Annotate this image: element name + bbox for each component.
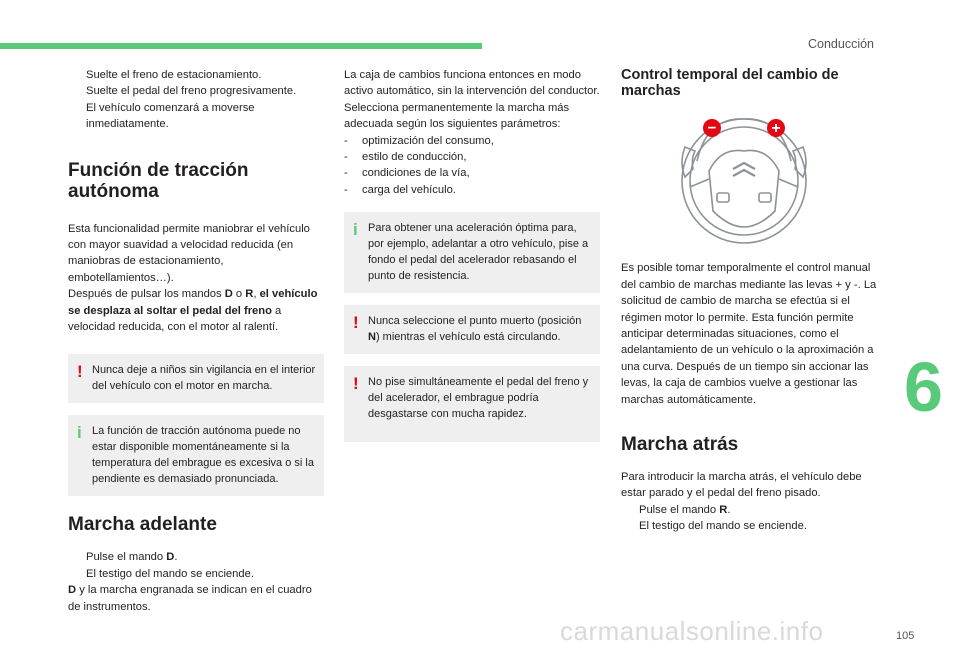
paragraph: Para introducir la marcha atrás, el vehículo debe estar parado y el pedal del freno pisado. <box>621 471 862 500</box>
warning-text: No pise simultáneamente el pedal del freno y del acelerador, el embrague podría desgastarse con mucha rapidez. <box>368 376 589 421</box>
list-item-text: optimización del consumo, <box>362 134 494 147</box>
text-run: a velocidad reducida, con el motor al ralentí. <box>68 304 282 334</box>
warning-box <box>68 354 324 403</box>
text-run: D <box>166 551 175 564</box>
text-run: Nunca seleccione el punto muerto (posición <box>368 315 582 328</box>
warning-box <box>344 305 600 354</box>
text-run: Pulse el mando <box>86 551 167 564</box>
info-box <box>68 415 324 496</box>
wheel-rim-outer <box>682 119 806 243</box>
section-title: Conducción <box>807 37 874 51</box>
heading-control: Control temporal del cambio de marchas <box>621 67 839 99</box>
list-item <box>344 182 600 198</box>
text-run: D <box>224 288 233 301</box>
wheel-button-right <box>759 193 771 202</box>
list-item <box>68 83 324 99</box>
list-item-text: condiciones de la vía, <box>362 167 470 180</box>
list-item-text: Suelte el pedal del freno progresivamente. <box>86 85 297 98</box>
warning-box <box>344 366 600 442</box>
list-item <box>68 67 324 83</box>
plus-glyph: + <box>771 120 781 137</box>
chapter-number: 6 <box>904 348 943 426</box>
list-item <box>68 549 324 565</box>
info-icon: i <box>353 220 358 240</box>
text-run: D <box>68 584 77 597</box>
list-item <box>344 149 600 165</box>
paragraph: Es posible tomar temporalmente el control manual del cambio de marchas mediante las levas + y -. La solicitud de cambio de marcha se efectúa si el régimen motor lo permite. Esta función permite anticipar determinadas situaciones, como el adelantamiento de un vehículo o la aproximación a una curva. Después de un tiempo sin accionar las levas, la caja de cambios vuelve a gestionar las marchas automáticamente. <box>621 262 877 406</box>
brand-logo-icon <box>733 163 755 176</box>
dash-marker: - <box>344 134 348 147</box>
text-run: y la marcha engranada se indican en el cuadro de instrumentos. <box>68 584 312 613</box>
column-middle <box>344 67 600 442</box>
heading-adelante: Marcha adelante <box>68 514 217 536</box>
list-item <box>344 133 600 149</box>
text-run: N <box>368 331 376 344</box>
dash-marker: - <box>344 167 348 180</box>
text-run: R <box>719 503 728 516</box>
column-right <box>621 67 877 535</box>
list-item-continuation: El vehículo comenzará a moverse inmediatamente. <box>86 101 255 131</box>
list-item <box>344 165 600 181</box>
info-icon: i <box>77 423 82 443</box>
wheel-button-left <box>717 193 729 202</box>
dash-marker: - <box>344 151 348 164</box>
text-run: o <box>232 288 246 301</box>
watermark: carmanualsonline.info <box>560 616 824 646</box>
warning-icon: ! <box>353 313 359 333</box>
right-paddle-icon <box>793 147 806 177</box>
list-item <box>621 502 877 518</box>
text-run: , <box>253 288 260 301</box>
text-run: . <box>174 551 178 564</box>
page-number: 105 <box>896 630 915 642</box>
left-paddle-icon <box>682 147 695 177</box>
column-left <box>68 67 324 615</box>
text-run: Pulse el mando <box>639 503 720 516</box>
paragraph: La caja de cambios funciona entonces en modo activo automático, sin la intervención del conductor. Selecciona permanentemente la marcha más adecuada según los siguientes parámetros: <box>344 69 600 131</box>
list-item-continuation: El testigo del mando se enciende. <box>86 567 254 580</box>
heading-atras: Marcha atrás <box>621 434 739 456</box>
text-run: . <box>727 503 731 516</box>
text-run: ) mientras el vehículo está circulando. <box>375 331 561 344</box>
minus-glyph: − <box>707 119 717 137</box>
steering-wheel-illustration <box>659 107 829 247</box>
warning-icon: ! <box>77 362 83 382</box>
text-run: el vehículo se desplaza al soltar el pedal del freno <box>68 288 318 317</box>
heading-traccion: Función de tracción autónoma <box>68 159 249 202</box>
info-box <box>344 212 600 293</box>
text-run: Después de pulsar los mandos <box>68 288 225 301</box>
list-item-continuation: El testigo del mando se enciende. <box>639 520 807 533</box>
paragraph <box>68 286 324 335</box>
dash-marker: - <box>344 183 348 196</box>
list-item-text: carga del vehículo. <box>362 183 456 196</box>
list-item-text: estilo de conducción, <box>362 151 467 164</box>
paragraph: Esta funcionalidad permite maniobrar el vehículo con mayor suavidad a velocidad reducida (en maniobras de estacionamiento, embotellamientos…). <box>68 222 310 284</box>
warning-icon: ! <box>353 374 359 394</box>
header-accent-bar <box>0 43 482 49</box>
list-item-text: Suelte el freno de estacionamiento. <box>86 69 262 81</box>
info-text: La función de tracción autónoma puede no estar disponible momentáneamente si la temperatura del embrague es excesiva o si la pendiente es demasiado pronunciada. <box>92 425 314 486</box>
paragraph <box>68 582 324 615</box>
info-text: Para obtener una aceleración óptima para, por ejemplo, adelantar a otro vehículo, pise a fondo el pedal del acelerador rebasando el punto de resistencia. <box>368 222 589 283</box>
text-run: R <box>245 288 254 301</box>
wheel-spokes <box>690 179 798 187</box>
warning-text: Nunca deje a niños sin vigilancia en el interior del vehículo con el motor en marcha. <box>92 364 316 393</box>
